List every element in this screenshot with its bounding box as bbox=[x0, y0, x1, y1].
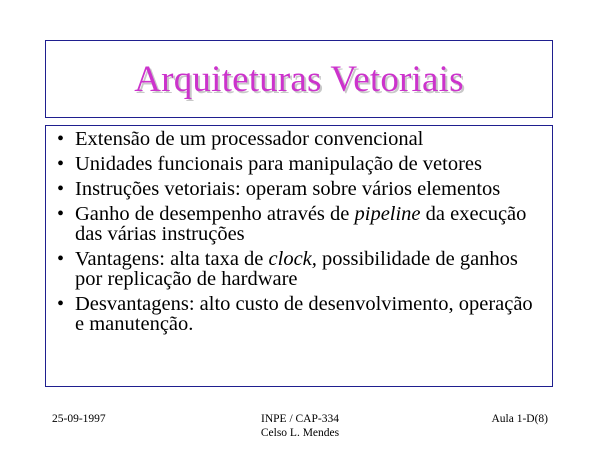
bullet-dot-icon: • bbox=[57, 248, 65, 270]
footer-date: 25-09-1997 bbox=[52, 413, 106, 425]
bullet-text: Vantagens: alta taxa de bbox=[75, 248, 269, 270]
bullet-text: Instruções vetoriais: operam sobre vários elementos bbox=[75, 178, 501, 200]
bullet-emphasis: pipeline bbox=[354, 203, 421, 225]
slide-title: Arquiteturas Vetoriais bbox=[134, 58, 464, 100]
bullet-emphasis: clock, bbox=[268, 248, 317, 270]
bullet-item bbox=[54, 204, 546, 244]
bullet-dot-icon: • bbox=[57, 153, 65, 175]
bullet-item bbox=[54, 179, 546, 199]
footer-author: Celso L. Mendes bbox=[260, 427, 340, 439]
footer-center bbox=[225, 412, 375, 440]
content-box bbox=[45, 125, 553, 387]
bullet-dot-icon: • bbox=[57, 293, 65, 315]
bullet-text: Ganho de desempenho através de bbox=[75, 203, 355, 225]
bullet-text: da execução das várias instruções bbox=[75, 203, 527, 245]
bullet-dot-icon: • bbox=[57, 178, 65, 200]
bullet-text: Desvantagens: alto custo de desenvolvimento, operação e manutenção. bbox=[75, 293, 533, 335]
bullet-dot-icon: • bbox=[57, 128, 65, 150]
bullet-item bbox=[54, 129, 546, 149]
bullet-text: Extensão de um processador convencional bbox=[75, 128, 424, 150]
bullet-text: Unidades funcionais para manipulação de vetores bbox=[75, 153, 482, 175]
bullet-item bbox=[54, 249, 546, 289]
title-box bbox=[45, 40, 553, 118]
footer-page: Aula 1-D(8) bbox=[491, 413, 548, 425]
bullet-text: possibilidade de ganhos por replicação de hardware bbox=[75, 248, 518, 290]
bullet-item bbox=[54, 294, 546, 334]
bullet-dot-icon: • bbox=[57, 203, 65, 225]
bullet-list bbox=[54, 129, 546, 339]
bullet-item bbox=[54, 154, 546, 174]
footer-course: INPE / CAP-334 bbox=[261, 413, 339, 425]
